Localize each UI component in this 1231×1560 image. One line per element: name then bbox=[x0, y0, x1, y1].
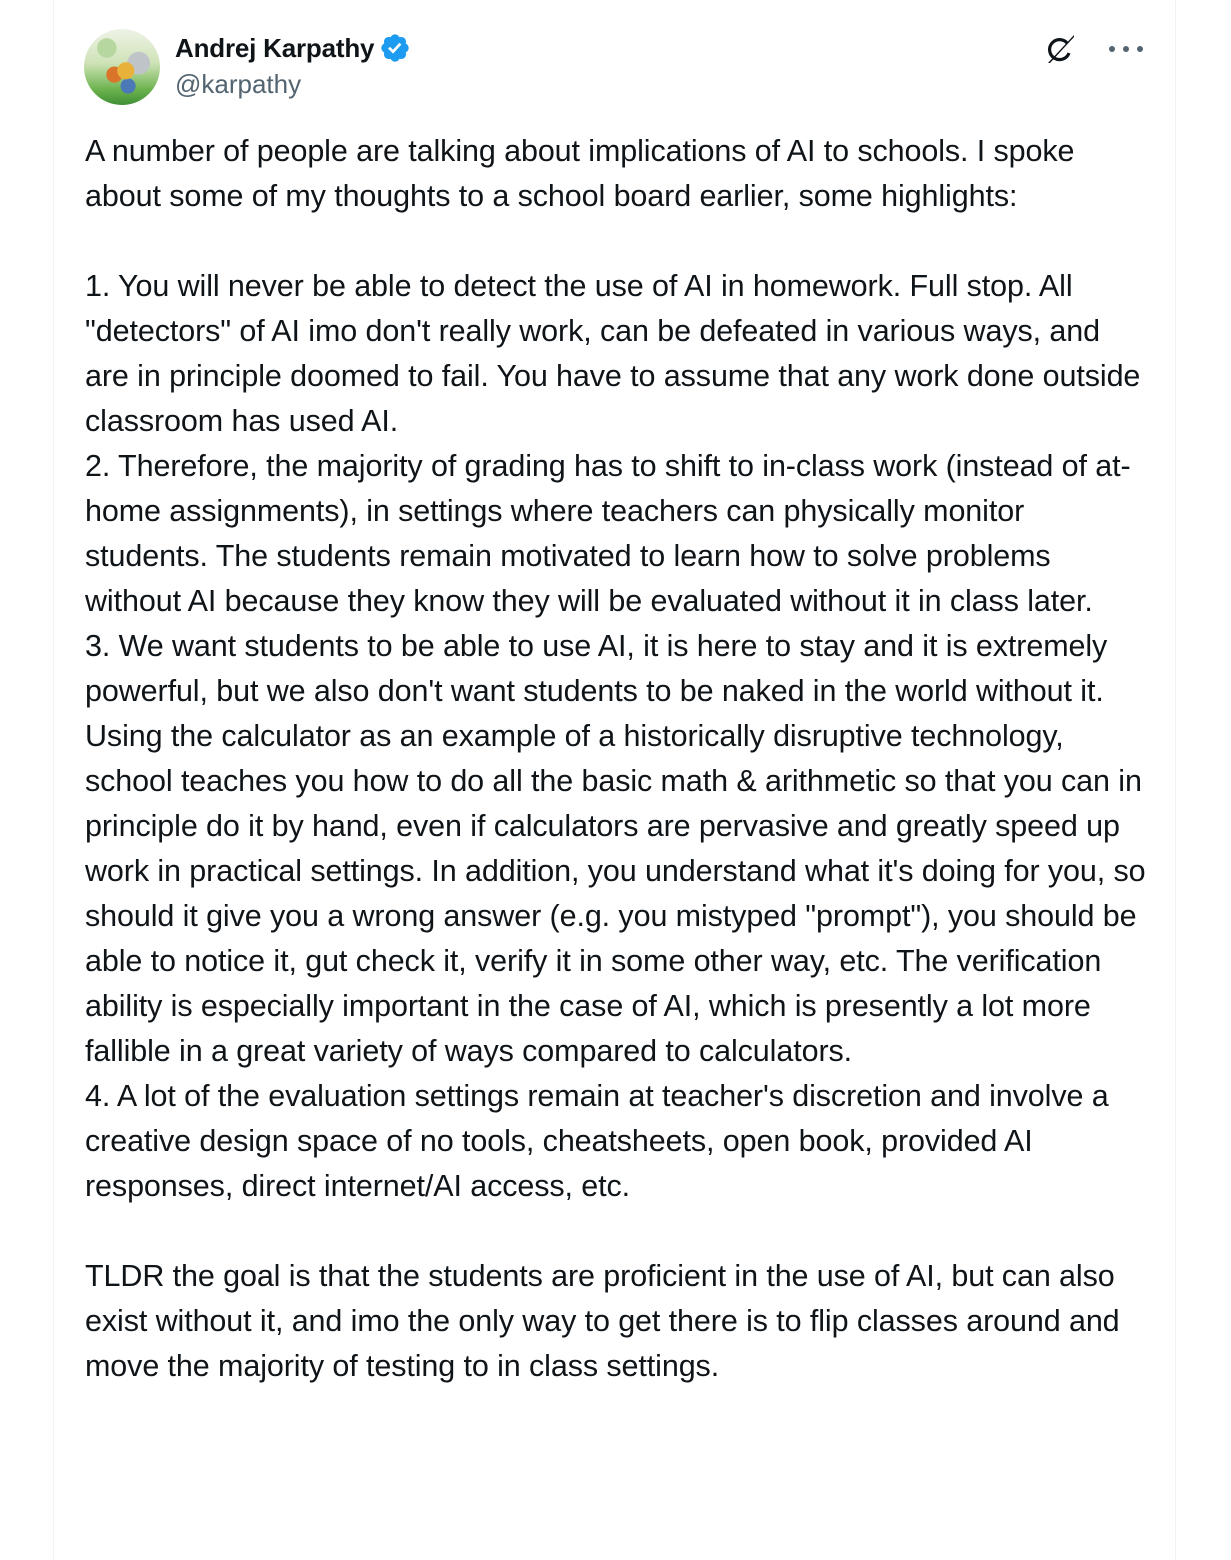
tweet-text bbox=[85, 129, 1154, 1389]
tweet-point-1: 1. You will never be able to detect the use of AI in homework. Full stop. All "detectors" of AI imo don't really work, can be defeated in various ways, and are in principle doomed to fail. You have to assume that any work done outside classroom has used AI. bbox=[85, 269, 1149, 438]
author-info bbox=[175, 31, 411, 100]
tweet-card bbox=[53, 0, 1176, 1560]
avatar[interactable] bbox=[84, 29, 160, 105]
tweet-header bbox=[84, 29, 1145, 105]
author-handle[interactable]: @karpathy bbox=[175, 69, 302, 99]
grok-icon[interactable] bbox=[1043, 31, 1079, 67]
author-display-name[interactable]: Andrej Karpathy bbox=[175, 32, 375, 63]
tweet-point-4: 4. A lot of the evaluation settings remain at teacher's discretion and involve a creative design space of no tools, cheatsheets, open book, provided AI responses, direct internet/AI access, etc. bbox=[85, 1079, 1117, 1203]
tweet-intro: A number of people are talking about implications of AI to schools. I spoke about some of my thoughts to a school board earlier, some highlights: bbox=[85, 134, 1083, 213]
tweet-point-2: 2. Therefore, the majority of grading has to shift to in-class work (instead of at-home assignments), in settings where teachers can physically monitor students. The students remain motivated to learn how to solve problems without AI because they know they will be evaluated without it in class later. bbox=[85, 449, 1131, 618]
more-options-icon[interactable] bbox=[1109, 41, 1143, 57]
verified-badge-icon bbox=[379, 32, 411, 64]
tweet-point-3: 3. We want students to be able to use AI, it is here to stay and it is extremely powerful, but we also don't want students to be naked in the world without it. Using the calculator as an example of a historically disruptive technology, school teaches you how to do all the basic math & arithmetic so that you can in principle do it by hand, even if calculators are pervasive and greatly speed up work in practical settings. In addition, you understand what it's doing for you, so should it give you a wrong answer (e.g. you mistyped "prompt"), you should be able to notice it, gut check it, verify it in some other way, etc. The verification ability is especially important in the case of AI, which is presently a lot more fallible in a great variety of ways compared to calculators. bbox=[85, 629, 1154, 1068]
tweet-tldr: TLDR the goal is that the students are proficient in the use of AI, but can also exist without it, and imo the only way to get there is to flip classes around and move the majority of testing to in class settings. bbox=[85, 1259, 1128, 1383]
